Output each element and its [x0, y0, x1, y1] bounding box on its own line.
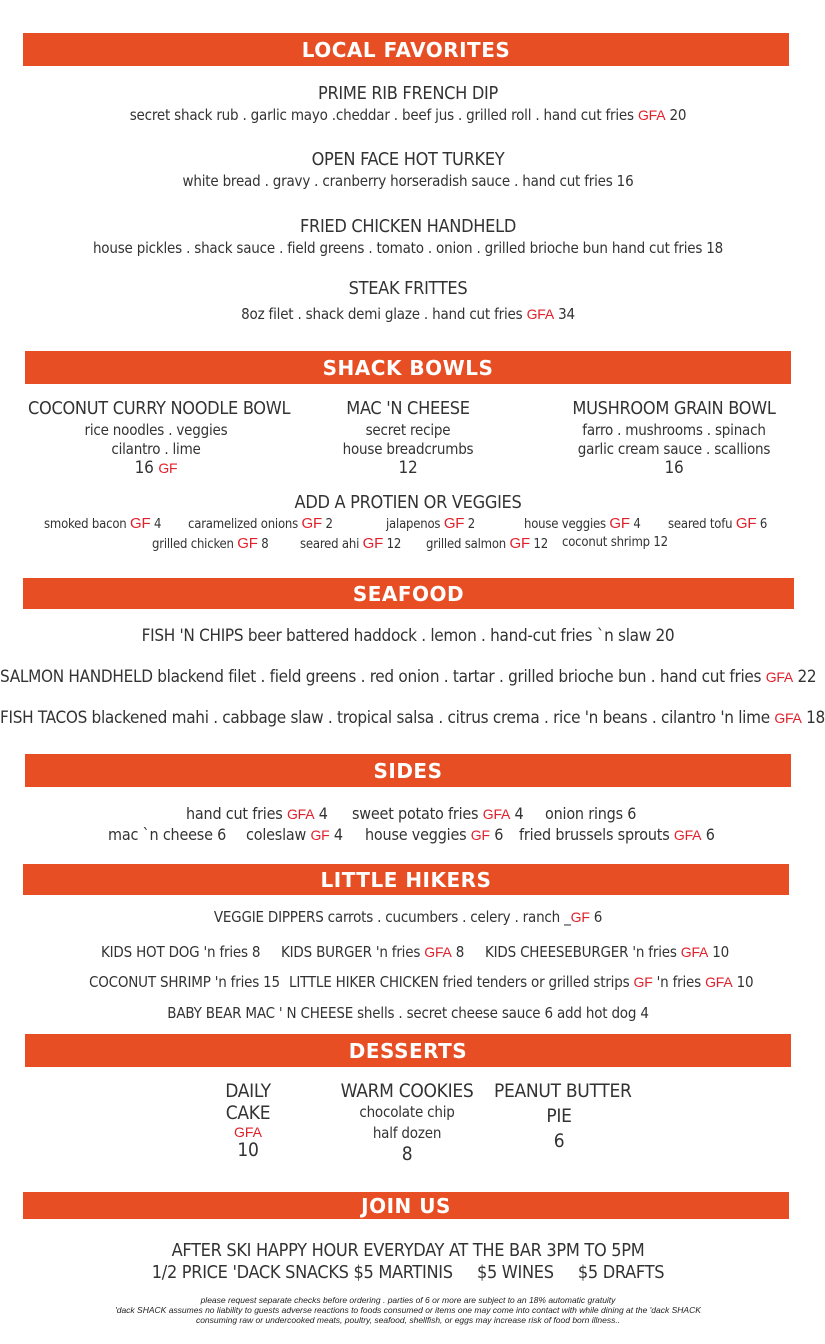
gf-badge: GF	[470, 827, 490, 843]
section-title: SHACK BOWLS	[322, 355, 494, 380]
happy-hour-line: AFTER SKI HAPPY HOUR EVERYDAY AT THE BAR 3PM TO 5PM	[171, 1240, 645, 1261]
addon-item: jalapenos GF 2	[386, 515, 476, 532]
gfa-badge: GFA	[286, 806, 315, 822]
bowl-mac-cheese	[318, 398, 498, 478]
side-item: hand cut fries GFA 4	[186, 804, 328, 823]
gfa-badge: GFA	[424, 944, 452, 960]
item-price: 16	[664, 458, 684, 478]
side-item: sweet potato fries GFA 4	[352, 804, 524, 823]
seafood-salmon-handheld: SALMON HANDHELD blackend filet . field greens . red onion . tartar . grilled brioche bun . hand cut fries GFA 22	[0, 667, 817, 687]
section-title: SEAFOOD	[352, 581, 465, 606]
item-description: cilantro . lime	[111, 440, 201, 458]
gf-badge: GF	[609, 515, 630, 532]
gfa-badge: GFA	[482, 806, 511, 822]
item-title: DAILY	[225, 1080, 271, 1102]
gf-badge: GF	[158, 460, 178, 476]
add-ons-title: ADD A PROTIEN OR VEGGIES	[294, 492, 522, 513]
item-price: 16	[134, 458, 154, 478]
side-item: house veggies GF 6	[365, 825, 504, 844]
item-description: half dozen	[372, 1124, 442, 1142]
addon-item: coconut shrimp 12	[562, 535, 668, 550]
item-title: STEAK FRITTES	[348, 278, 468, 299]
addon-item: grilled salmon GF 12	[426, 535, 548, 552]
item-price: 8	[401, 1143, 413, 1165]
specials-line: 1/2 PRICE 'DACK SNACKS $5 MARTINIS $5 WINES $5 DRAFTS	[151, 1262, 665, 1283]
addon-item: seared ahi GF 12	[300, 535, 402, 552]
gf-badge: GF	[443, 515, 465, 532]
section-title: LOCAL FAVORITES	[301, 37, 511, 62]
gfa-badge: GFA	[526, 306, 554, 322]
section-header-sides	[25, 754, 791, 787]
addon-item: grilled chicken GF 8	[152, 535, 269, 552]
addon-item: seared tofu GF 6	[668, 515, 768, 532]
kids-item: COCONUT SHRIMP 'n fries 15	[89, 973, 280, 991]
item-price: 10	[237, 1139, 259, 1161]
item-description	[0, 305, 816, 323]
addon-item: caramelized onions GF 2	[188, 515, 333, 532]
seafood-fish-tacos: FISH TACOS blackened mahi . cabbage slaw . tropical salsa . citrus crema . rice 'n beans . cilantro 'n lime GFA 18	[0, 708, 825, 728]
gfa-badge: GFA	[680, 944, 709, 960]
item-description: house breadcrumbs	[342, 440, 474, 458]
section-title: DESSERTS	[348, 1038, 468, 1063]
item-description	[0, 106, 816, 124]
item-title: PRIME RIB FRENCH DIP	[318, 83, 498, 104]
gf-badge: GF	[310, 827, 330, 843]
gfa-badge: GFA	[774, 710, 802, 726]
item-desc-text: secret shack rub . garlic mayo .cheddar . beef jus . grilled roll . hand cut fries	[129, 106, 634, 124]
section-header-seafood	[23, 578, 794, 609]
item-title: CAKE	[225, 1102, 271, 1124]
bowl-mushroom-grain	[564, 398, 784, 478]
item-price: 12	[398, 458, 418, 478]
item-description: chocolate chip	[359, 1103, 455, 1121]
side-item: fried brussels sprouts GFA 6	[519, 825, 715, 844]
item-description: white bread . gravy . cranberry horseradish sauce . hand cut fries 16	[182, 172, 634, 190]
dessert-daily-cake	[198, 1080, 298, 1160]
item-title: PIE	[546, 1105, 572, 1127]
gf-badge: GF	[130, 515, 151, 532]
dessert-peanut-butter-pie	[494, 1079, 632, 1153]
item-description: secret recipe	[365, 421, 451, 439]
side-item: onion rings 6	[545, 804, 637, 823]
item-description: garlic cream sauce . scallions	[577, 440, 771, 458]
kids-item: BABY BEAR MAC ' N CHEESE shells . secret cheese sauce 6 add hot dog 4	[167, 1004, 649, 1022]
section-title: SIDES	[373, 758, 443, 783]
section-header-shack-bowls	[25, 351, 791, 384]
addon-item: smoked bacon GF 4	[44, 515, 162, 532]
section-title: LITTLE HIKERS	[320, 867, 492, 892]
gfa-badge: GFA	[233, 1124, 262, 1140]
item-price-row	[28, 458, 284, 478]
item-description: rice noodles . veggies	[84, 421, 228, 439]
footer-note: please request separate checks before ordering . parties of 6 or more are subject to an 18% automatic gratuity	[200, 1295, 616, 1305]
section-title: JOIN US	[361, 1193, 451, 1218]
gf-badge: GF	[237, 535, 258, 552]
item-description: farro . mushrooms . spinach	[582, 421, 766, 439]
section-header-local-favorites	[23, 33, 789, 66]
gfa-badge: GFA	[765, 669, 793, 685]
gf-badge: GF	[570, 909, 590, 925]
side-item: mac `n cheese 6	[108, 825, 227, 844]
side-item: coleslaw GF 4	[246, 825, 343, 844]
footer-warning: consuming raw or undercooked meats, poultry, seafood, shellfish, or eggs may increase risk of food born illness..	[195, 1315, 621, 1325]
kids-item: KIDS CHEESEBURGER 'n fries GFA 10	[485, 943, 730, 961]
item-title: PEANUT BUTTER	[494, 1080, 632, 1102]
kids-item: LITTLE HIKER CHICKEN fried tenders or grilled strips GF 'n fries GFA 10	[289, 973, 754, 991]
item-description: house pickles . shack sauce . field greens . tomato . onion . grilled brioche bun hand cut fries 18	[92, 239, 724, 257]
item-price: 34	[558, 305, 575, 323]
gfa-badge: GFA	[705, 974, 733, 990]
section-header-little-hikers	[23, 864, 789, 895]
item-desc-text: 8oz filet . shack demi glaze . hand cut fries	[241, 305, 523, 323]
item-title: FRIED CHICKEN HANDHELD	[299, 216, 516, 237]
gf-badge: GF	[362, 535, 384, 552]
dessert-warm-cookies	[337, 1080, 477, 1164]
item-price: 6	[553, 1130, 565, 1152]
bowl-coconut-curry	[28, 398, 291, 478]
item-title: MUSHROOM GRAIN BOWL	[572, 398, 776, 419]
gfa-badge: GFA	[673, 827, 702, 843]
gf-badge: GF	[509, 535, 530, 552]
item-title: COCONUT CURRY NOODLE BOWL	[28, 398, 291, 419]
gf-badge: GF	[735, 515, 757, 532]
item-title: OPEN FACE HOT TURKEY	[311, 149, 505, 170]
section-header-join-us	[23, 1192, 789, 1219]
kids-item: KIDS BURGER 'n fries GFA 8	[281, 943, 465, 961]
gf-badge: GF	[633, 974, 653, 990]
item-price: 20	[669, 106, 687, 124]
section-header-desserts	[25, 1034, 791, 1067]
item-title: MAC 'N CHEESE	[346, 398, 470, 419]
addon-item: house veggies GF 4	[524, 515, 641, 532]
item-title: WARM COOKIES	[340, 1080, 474, 1102]
kids-item: VEGGIE DIPPERS carrots . cucumbers . celery . ranch _GF 6	[213, 908, 603, 926]
gfa-badge: GFA	[637, 107, 666, 123]
seafood-fish-n-chips: FISH 'N CHIPS beer battered haddock . lemon . hand-cut fries `n slaw 20	[141, 626, 675, 646]
footer-disclaimer: 'dack SHACK assumes no liability to guests adverse reactions to foods consumed or items one may come into contact with while dining at the 'dack SHACK	[115, 1305, 701, 1315]
gf-badge: GF	[301, 515, 322, 532]
kids-item: KIDS HOT DOG 'n fries 8	[101, 943, 261, 961]
